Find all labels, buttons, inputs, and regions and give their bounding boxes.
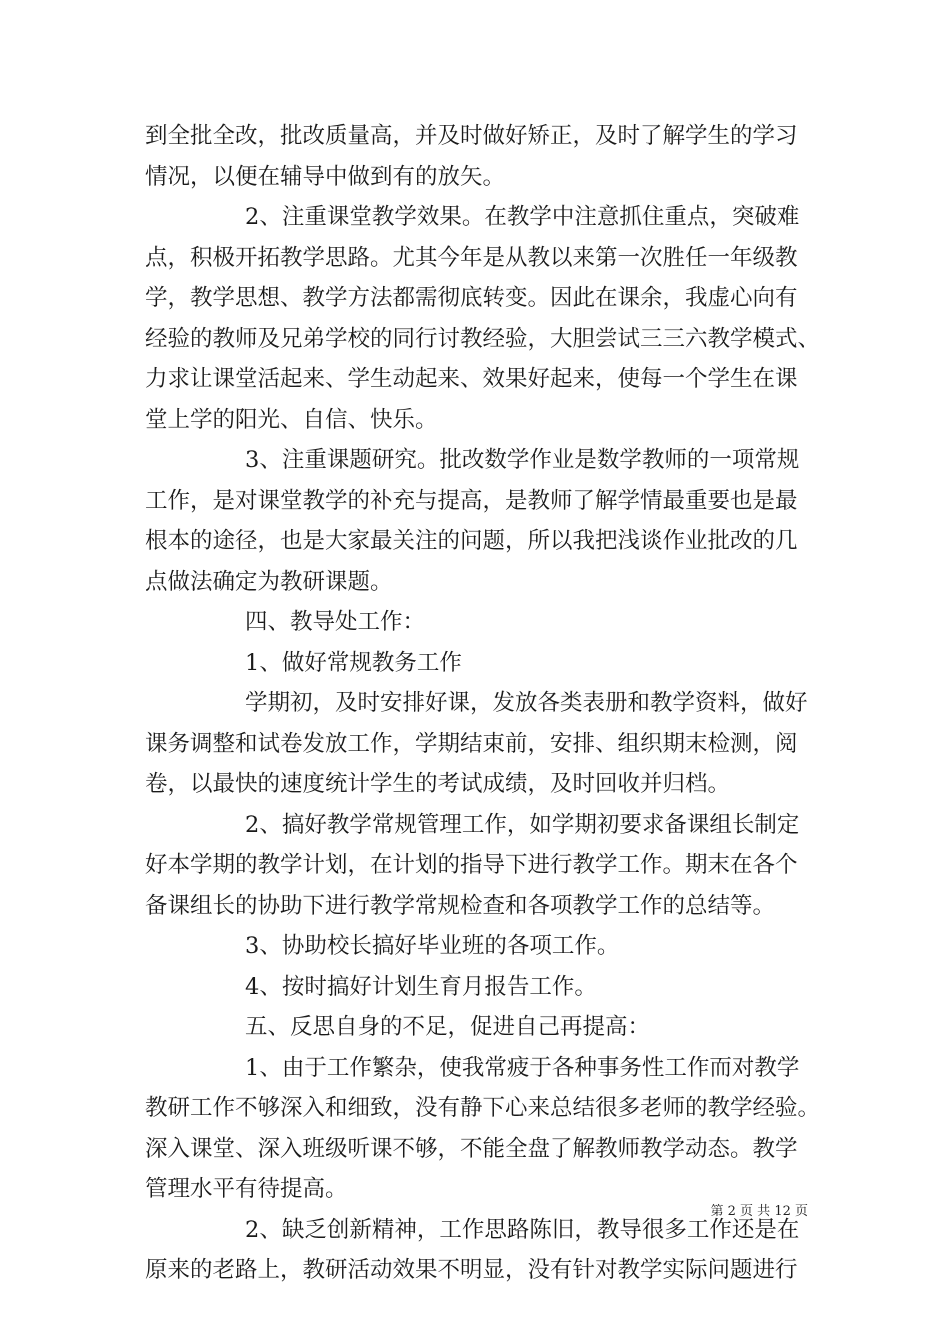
text-line: 卷，以最快的速度统计学生的考试成绩，及时回收并归档。	[145, 771, 731, 797]
text-line: 五、反思自身的不足，促进自己再提高：	[245, 1014, 651, 1040]
text-line: 4、按时搞好计划生育月报告工作。	[245, 973, 597, 1000]
text-line: 点做法确定为教研课题。	[145, 568, 393, 595]
text-line: 工作，是对课堂教学的补充与提高，是教师了解学情最重要也是最	[145, 487, 798, 514]
text-line: 学，教学思想、教学方法都需彻底转变。因此在课余，我虚心向有	[145, 285, 798, 311]
text-line: 3、协助校长搞好毕业班的各项工作。	[245, 933, 620, 959]
text-line: 好本学期的教学计划，在计划的指导下进行教学工作。期末在各个	[145, 852, 798, 878]
text-line: 学期初，及时安排好课，发放各类表册和教学资料，做好	[245, 690, 808, 716]
text-line: 教研工作不够深入和细致，没有静下心来总结很多老师的教学经验。	[145, 1095, 821, 1121]
text-line: 2、搞好教学常规管理工作，如学期初要求备课组长制定	[245, 811, 800, 838]
text-line: 备课组长的协助下进行教学常规检查和各项教学工作的总结等。	[145, 892, 776, 919]
text-line: 管理水平有待提高。	[145, 1176, 348, 1202]
text-line: 3、注重课题研究。批改数学作业是数学教师的一项常规	[245, 447, 800, 473]
text-line: 四、教导处工作：	[245, 609, 426, 635]
text-line: 力求让课堂活起来、学生动起来、效果好起来，使每一个学生在课	[145, 366, 798, 392]
text-line: 深入课堂、深入班级听课不够，不能全盘了解教师教学动态。教学	[145, 1135, 798, 1162]
text-line: 原来的老路上，教研活动效果不明显，没有针对教学实际问题进行	[145, 1257, 798, 1283]
text-line: 经验的教师及兄弟学校的同行讨教经验，大胆尝试三三六教学模式、	[145, 325, 821, 352]
text-line: 2、缺乏创新精神，工作思路陈旧，教导很多工作还是在	[245, 1216, 800, 1243]
document-body	[145, 116, 825, 1291]
text-line: 到全批全改，批改质量高，并及时做好矫正，及时了解学生的学习	[145, 123, 798, 149]
text-line: 根本的途径，也是大家最关注的问题，所以我把浅谈作业批改的几	[145, 528, 798, 554]
text-line: 1、由于工作繁杂，使我常疲于各种事务性工作而对教学	[245, 1054, 800, 1081]
text-line: 1、做好常规教务工作	[245, 649, 462, 676]
text-line: 点，积极开拓教学思路。尤其今年是从教以来第一次胜任一年级教	[145, 244, 798, 271]
text-line: 课务调整和试卷发放工作，学期结束前，安排、组织期末检测，阅	[145, 730, 798, 757]
text-line: 堂上学的阳光、自信、快乐。	[145, 406, 438, 433]
text-line: 2、注重课堂教学效果。在教学中注意抓住重点，突破难	[245, 204, 800, 230]
page-number: 第 2 页 共 12 页	[710, 1204, 808, 1219]
text-line: 情况，以便在辅导中做到有的放矢。	[145, 163, 506, 190]
